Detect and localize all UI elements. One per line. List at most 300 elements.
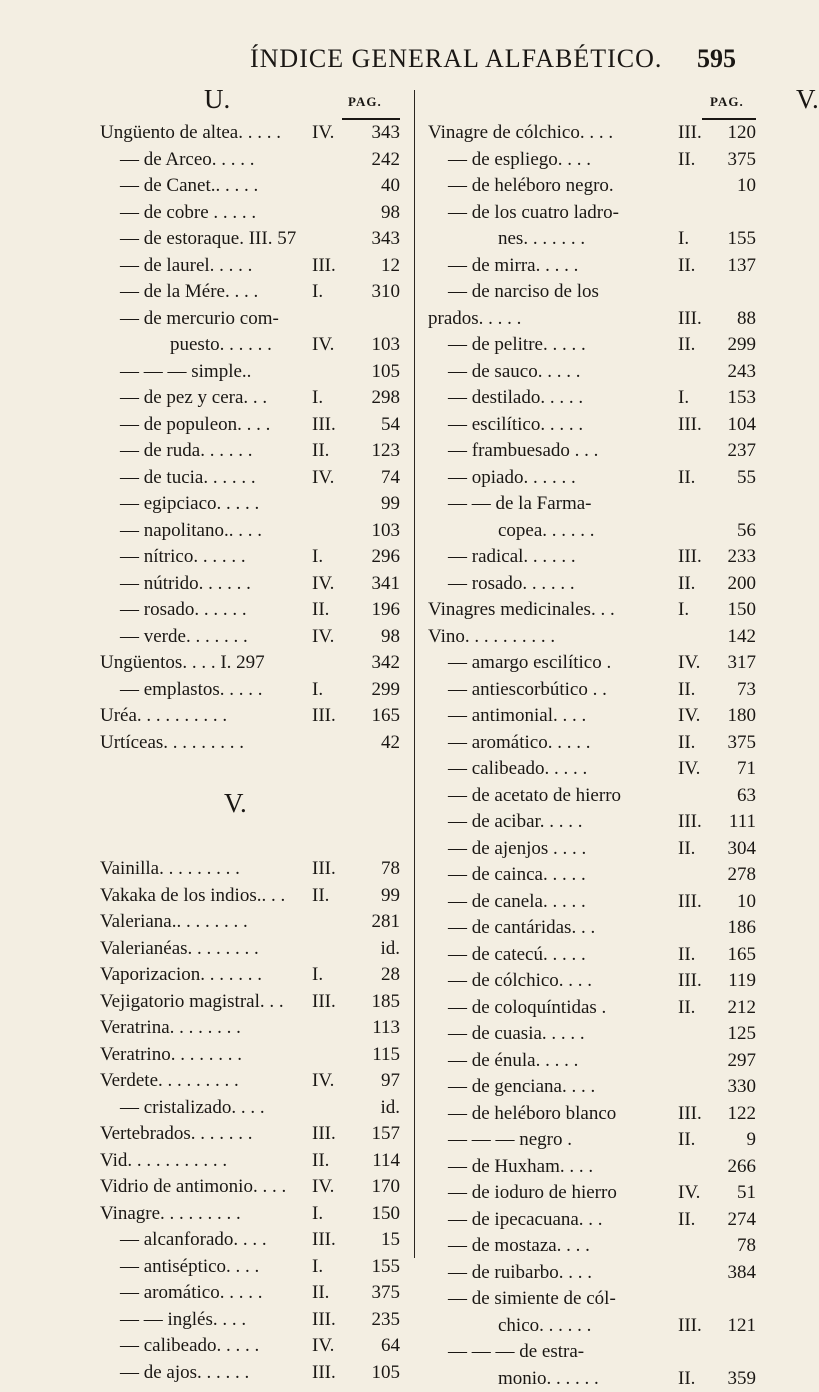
index-entry <box>428 1260 762 1287</box>
index-entry <box>428 385 762 412</box>
entry-term: prados. . . . . <box>428 306 521 333</box>
entry-term: Vainilla. . . . . . . . . <box>100 856 240 883</box>
index-entry <box>428 306 762 333</box>
index-entry <box>100 936 404 963</box>
entry-volume: I. <box>312 1201 323 1228</box>
entry-page: 12 <box>381 253 400 280</box>
index-entry <box>428 809 762 836</box>
page-number: 595 <box>697 44 736 74</box>
entry-term: — nítrico. . . . . . <box>120 544 246 571</box>
entry-volume: II. <box>678 332 695 359</box>
entry-page: 266 <box>728 1154 757 1181</box>
entry-term: — de énula. . . . . <box>448 1048 578 1075</box>
entry-page: 243 <box>728 359 757 386</box>
entry-volume: IV. <box>312 332 334 359</box>
entry-page: 122 <box>728 1101 757 1128</box>
entry-page: 113 <box>372 1015 400 1042</box>
entry-volume: III. <box>312 989 336 1016</box>
entry-page: 104 <box>728 412 757 439</box>
index-entry <box>100 438 404 465</box>
index-entry <box>100 359 404 386</box>
entry-term: — de Huxham. . . . <box>448 1154 593 1181</box>
entry-term: — nútrido. . . . . . <box>120 571 251 598</box>
entry-volume: III. <box>678 544 702 571</box>
entry-term: Vidrio de antimonio. . . . <box>100 1174 286 1201</box>
index-entry <box>428 1207 762 1234</box>
entry-term: — de cainca. . . . . <box>448 862 586 889</box>
entry-page: 105 <box>372 359 401 386</box>
index-entry <box>428 995 762 1022</box>
entry-volume: III. <box>678 1313 702 1340</box>
entry-page: 235 <box>372 1307 401 1334</box>
index-entry <box>428 756 762 783</box>
entry-volume: III. <box>678 1101 702 1128</box>
entry-term: — destilado. . . . . <box>448 385 583 412</box>
entry-term: — de ruibarbo. . . . <box>448 1260 592 1287</box>
entry-volume: III. <box>312 1360 336 1387</box>
entry-volume: I. <box>312 962 323 989</box>
entry-volume: II. <box>312 1280 329 1307</box>
entry-volume: III. <box>312 1121 336 1148</box>
entry-volume: II. <box>678 836 695 863</box>
entry-term: — radical. . . . . . <box>448 544 576 571</box>
entry-page: 186 <box>728 915 757 942</box>
entry-page: 150 <box>728 597 757 624</box>
entry-term: — de Arceo. . . . . <box>120 147 255 174</box>
entry-page: 330 <box>728 1074 757 1101</box>
entry-page: 9 <box>747 1127 757 1154</box>
section-letter: V. <box>224 788 247 819</box>
entry-term: — de laurel. . . . . <box>120 253 252 280</box>
entry-volume: IV. <box>312 1174 334 1201</box>
entry-term: Ungüento de altea. . . . . <box>100 120 281 147</box>
entry-page: 242 <box>372 147 401 174</box>
index-entry <box>100 856 404 883</box>
entry-volume: I. <box>678 597 689 624</box>
entry-volume: IV. <box>678 703 700 730</box>
entry-page: 99 <box>381 883 400 910</box>
index-entry <box>100 465 404 492</box>
index-entry <box>100 677 404 704</box>
index-entry <box>428 1021 762 1048</box>
entry-page: 74 <box>381 465 400 492</box>
entry-volume: II. <box>678 571 695 598</box>
entry-page: 296 <box>372 544 401 571</box>
entry-volume: I. <box>312 279 323 306</box>
entry-term: monio. . . . . . <box>498 1366 599 1392</box>
entry-page: 359 <box>728 1366 757 1392</box>
entry-page: 123 <box>372 438 401 465</box>
entry-term: — — — negro . <box>448 1127 572 1154</box>
entry-term: — de heléboro negro. <box>448 173 614 200</box>
entry-page: 120 <box>728 120 757 147</box>
index-list-v <box>100 856 404 1386</box>
entry-volume: II. <box>312 438 329 465</box>
entry-volume: III. <box>678 412 702 439</box>
entry-page: 125 <box>728 1021 757 1048</box>
index-entry <box>428 1048 762 1075</box>
entry-page: 55 <box>737 465 756 492</box>
entry-term: — rosado. . . . . . <box>448 571 575 598</box>
index-entry <box>100 624 404 651</box>
entry-page: 64 <box>381 1333 400 1360</box>
entry-term: — de canela. . . . . <box>448 889 586 916</box>
entry-page: 150 <box>372 1201 401 1228</box>
entry-term: chico. . . . . . <box>498 1313 591 1340</box>
entry-term: — de ioduro de hierro <box>448 1180 617 1207</box>
entry-term: — escilítico. . . . . <box>448 412 583 439</box>
entry-term: — de cuasia. . . . . <box>448 1021 585 1048</box>
entry-term: Vaporizacion. . . . . . . <box>100 962 262 989</box>
index-entry <box>100 1360 404 1387</box>
entry-volume: II. <box>312 597 329 624</box>
running-head <box>0 44 800 78</box>
entry-term: Veratrino. . . . . . . . <box>100 1042 242 1069</box>
entry-term: — de acetato de hierro <box>448 783 621 810</box>
entry-term: — de la Mére. . . . <box>120 279 258 306</box>
index-entry <box>428 1180 762 1207</box>
index-entry <box>428 412 762 439</box>
index-entry <box>428 968 762 995</box>
entry-page: 343 <box>372 120 401 147</box>
entry-term: — de ajenjos . . . . <box>448 836 586 863</box>
index-entry <box>428 1101 762 1128</box>
entry-page: 341 <box>372 571 401 598</box>
entry-page: 375 <box>728 147 757 174</box>
entry-page: 42 <box>381 730 400 757</box>
entry-page: 10 <box>737 173 756 200</box>
entry-volume: IV. <box>312 1333 334 1360</box>
index-entry <box>100 491 404 518</box>
index-entry <box>100 1174 404 1201</box>
entry-volume: II. <box>678 1366 695 1392</box>
entry-page: 99 <box>381 491 400 518</box>
index-entry <box>100 200 404 227</box>
index-entry <box>100 703 404 730</box>
entry-volume: III. <box>678 809 702 836</box>
index-entry <box>428 226 762 253</box>
entry-volume: III. <box>312 856 336 883</box>
pag-label: PAG. <box>710 94 744 110</box>
entry-term: copea. . . . . . <box>498 518 595 545</box>
index-entry <box>428 677 762 704</box>
entry-page: 375 <box>372 1280 401 1307</box>
entry-page: 165 <box>728 942 757 969</box>
index-entry <box>100 650 404 677</box>
index-entry <box>428 173 762 200</box>
index-entry <box>100 1121 404 1148</box>
index-entry <box>100 1068 404 1095</box>
index-entry <box>100 1095 404 1122</box>
index-entry <box>100 518 404 545</box>
index-entry <box>100 1042 404 1069</box>
entry-term: — de los cuatro ladro- <box>448 200 619 227</box>
index-entry <box>428 650 762 677</box>
index-entry <box>428 1286 762 1313</box>
entry-term: — egipciaco. . . . . <box>120 491 259 518</box>
index-entry <box>100 730 404 757</box>
entry-page: 137 <box>728 253 757 280</box>
index-entry <box>428 465 762 492</box>
entry-page: 10 <box>737 889 756 916</box>
entry-term: — — inglés. . . . <box>120 1307 246 1334</box>
entry-page: id. <box>380 1095 400 1122</box>
index-entry <box>100 385 404 412</box>
entry-volume: I. <box>312 544 323 571</box>
index-entry <box>100 1333 404 1360</box>
entry-term: — verde. . . . . . . <box>120 624 248 651</box>
entry-term: — de catecú. . . . . <box>448 942 586 969</box>
entry-page: 73 <box>737 677 756 704</box>
entry-term: Veratrina. . . . . . . . <box>100 1015 241 1042</box>
entry-page: 51 <box>737 1180 756 1207</box>
entry-term: Valerianéas. . . . . . . . <box>100 936 259 963</box>
entry-volume: III. <box>312 253 336 280</box>
entry-page: 298 <box>372 385 401 412</box>
index-list-u <box>100 120 404 756</box>
index-entry <box>428 332 762 359</box>
section-heading <box>100 756 404 856</box>
left-column <box>100 84 404 1386</box>
index-entry <box>428 491 762 518</box>
column-header <box>100 84 404 120</box>
entry-page: 71 <box>737 756 756 783</box>
entry-volume: III. <box>312 1227 336 1254</box>
entry-term: Ungüentos. . . . I. 297 <box>100 650 265 677</box>
entry-page: 233 <box>728 544 757 571</box>
entry-term: — de cobre . . . . . <box>120 200 256 227</box>
entry-volume: IV. <box>312 624 334 651</box>
entry-volume: I. <box>678 385 689 412</box>
entry-page: 185 <box>372 989 401 1016</box>
entry-page: 375 <box>728 730 757 757</box>
entry-volume: III. <box>312 412 336 439</box>
entry-page: 384 <box>728 1260 757 1287</box>
index-entry <box>428 1127 762 1154</box>
entry-term: — de cólchico. . . . <box>448 968 592 995</box>
entry-term: Vino. . . . . . . . . . <box>428 624 555 651</box>
entry-page: 111 <box>729 809 756 836</box>
entry-term: — de Canet.. . . . . <box>120 173 258 200</box>
index-entry <box>428 597 762 624</box>
index-entry <box>100 412 404 439</box>
entry-term: — de sauco. . . . . <box>448 359 580 386</box>
index-entry <box>428 1313 762 1340</box>
entry-volume: IV. <box>678 1180 700 1207</box>
entry-page: 200 <box>728 571 757 598</box>
entry-page: 40 <box>381 173 400 200</box>
index-entry <box>428 1233 762 1260</box>
entry-term: Vejigatorio magistral. . . <box>100 989 284 1016</box>
entry-page: 105 <box>372 1360 401 1387</box>
index-entry <box>428 730 762 757</box>
entry-volume: II. <box>312 883 329 910</box>
entry-page: 180 <box>728 703 757 730</box>
index-entry <box>428 783 762 810</box>
column-header <box>428 84 762 120</box>
index-entry <box>428 1154 762 1181</box>
entry-page: 78 <box>381 856 400 883</box>
index-entry <box>100 226 404 253</box>
entry-term: — napolitano.. . . . <box>120 518 262 545</box>
entry-volume: II. <box>678 1207 695 1234</box>
entry-page: 119 <box>728 968 756 995</box>
index-title: ÍNDICE GENERAL ALFABÉTICO. <box>250 44 662 74</box>
entry-term: — — de la Farma- <box>448 491 592 518</box>
entry-term: puesto. . . . . . <box>170 332 272 359</box>
entry-term: — alcanforado. . . . <box>120 1227 267 1254</box>
index-entry <box>428 147 762 174</box>
entry-volume: II. <box>678 147 695 174</box>
index-list-v-continued <box>428 120 762 1392</box>
index-entry <box>428 889 762 916</box>
entry-volume: II. <box>678 253 695 280</box>
entry-page: 274 <box>728 1207 757 1234</box>
index-entry <box>100 571 404 598</box>
index-entry <box>428 279 762 306</box>
entry-page: 28 <box>381 962 400 989</box>
entry-page: 310 <box>372 279 401 306</box>
entry-term: — de pelitre. . . . . <box>448 332 586 359</box>
entry-term: Vinagre. . . . . . . . . <box>100 1201 241 1228</box>
entry-page: 281 <box>372 909 401 936</box>
entry-page: 78 <box>737 1233 756 1260</box>
entry-term: — — — de estra- <box>448 1339 584 1366</box>
entry-page: 97 <box>381 1068 400 1095</box>
entry-page: 103 <box>372 518 401 545</box>
index-entry <box>100 120 404 147</box>
index-entry <box>100 1148 404 1175</box>
index-entry <box>428 862 762 889</box>
entry-term: — de ipecacuana. . . <box>448 1207 603 1234</box>
entry-page: 63 <box>737 783 756 810</box>
entry-term: Uréa. . . . . . . . . . <box>100 703 227 730</box>
entry-page: 98 <box>381 624 400 651</box>
entry-term: — frambuesado . . . <box>448 438 598 465</box>
entry-term: — de pez y cera. . . <box>120 385 267 412</box>
entry-page: 15 <box>381 1227 400 1254</box>
entry-term: — de genciana. . . . <box>448 1074 595 1101</box>
index-entry <box>428 544 762 571</box>
entry-term: Vakaka de los indios.. . . <box>100 883 285 910</box>
entry-term: — de simiente de cól- <box>448 1286 616 1313</box>
index-entry <box>100 332 404 359</box>
index-entry <box>100 1015 404 1042</box>
entry-term: — cristalizado. . . . <box>120 1095 265 1122</box>
section-letter: U. <box>204 84 230 115</box>
entry-term: — de ruda. . . . . . <box>120 438 252 465</box>
entry-page: 165 <box>372 703 401 730</box>
entry-volume: IV. <box>312 120 334 147</box>
index-entry <box>428 438 762 465</box>
entry-volume: II. <box>678 942 695 969</box>
entry-term: Urtíceas. . . . . . . . . <box>100 730 244 757</box>
entry-term: — — — simple.. <box>120 359 251 386</box>
entry-volume: I. <box>312 385 323 412</box>
entry-page: 54 <box>381 412 400 439</box>
index-entry <box>100 962 404 989</box>
entry-term: — de ajos. . . . . . <box>120 1360 249 1387</box>
entry-volume: III. <box>678 968 702 995</box>
entry-page: 342 <box>372 650 401 677</box>
index-entry <box>428 1339 762 1366</box>
entry-page: 98 <box>381 200 400 227</box>
entry-page: 297 <box>728 1048 757 1075</box>
entry-term: Verdete. . . . . . . . . <box>100 1068 239 1095</box>
index-entry <box>100 1254 404 1281</box>
index-entry <box>100 1307 404 1334</box>
entry-term: — aromático. . . . . <box>448 730 590 757</box>
entry-page: 142 <box>728 624 757 651</box>
entry-page: 170 <box>372 1174 401 1201</box>
index-entry <box>100 173 404 200</box>
index-entry <box>428 1074 762 1101</box>
entry-term: — de narciso de los <box>448 279 599 306</box>
entry-term: — de mercurio com- <box>120 306 279 333</box>
index-entry <box>428 518 762 545</box>
entry-page: 157 <box>372 1121 401 1148</box>
entry-page: 155 <box>728 226 757 253</box>
index-entry <box>100 1227 404 1254</box>
index-entry <box>100 1201 404 1228</box>
entry-page: 121 <box>728 1313 757 1340</box>
entry-volume: IV. <box>312 465 334 492</box>
entry-term: Valeriana.. . . . . . . . <box>100 909 248 936</box>
entry-page: 155 <box>372 1254 401 1281</box>
index-entry <box>100 909 404 936</box>
entry-volume: IV. <box>678 650 700 677</box>
index-entry <box>428 253 762 280</box>
entry-term: — de coloquíntidas . <box>448 995 606 1022</box>
entry-term: — de acibar. . . . . <box>448 809 583 836</box>
entry-term: Vinagres medicinales. . . <box>428 597 615 624</box>
index-entry <box>100 544 404 571</box>
entry-page: 237 <box>728 438 757 465</box>
entry-term: — de tucia. . . . . . <box>120 465 256 492</box>
pag-label: PAG. <box>348 94 382 110</box>
entry-volume: II. <box>678 677 695 704</box>
column-divider <box>414 90 415 1258</box>
index-entry <box>100 147 404 174</box>
entry-term: — de cantáridas. . . <box>448 915 595 942</box>
entry-volume: II. <box>678 1127 695 1154</box>
entry-term: Vid. . . . . . . . . . . <box>100 1148 227 1175</box>
entry-page: 299 <box>728 332 757 359</box>
entry-term: — de mirra. . . . . <box>448 253 578 280</box>
entry-volume: I. <box>312 677 323 704</box>
entry-term: — antiséptico. . . . <box>120 1254 259 1281</box>
entry-volume: IV. <box>678 756 700 783</box>
index-entry <box>100 1280 404 1307</box>
entry-page: 153 <box>728 385 757 412</box>
entry-volume: II. <box>678 995 695 1022</box>
entry-term: — de heléboro blanco <box>448 1101 616 1128</box>
entry-volume: III. <box>678 120 702 147</box>
entry-term: — emplastos. . . . . <box>120 677 263 704</box>
section-letter: V. <box>796 84 819 115</box>
entry-page: 317 <box>728 650 757 677</box>
entry-page: 212 <box>728 995 757 1022</box>
entry-page: id. <box>380 936 400 963</box>
index-entry <box>428 942 762 969</box>
entry-page: 196 <box>372 597 401 624</box>
index-entry <box>100 989 404 1016</box>
index-entry <box>428 1366 762 1392</box>
entry-volume: III. <box>312 703 336 730</box>
entry-volume: III. <box>678 306 702 333</box>
entry-term: — calibeado. . . . . <box>120 1333 259 1360</box>
index-entry <box>428 571 762 598</box>
